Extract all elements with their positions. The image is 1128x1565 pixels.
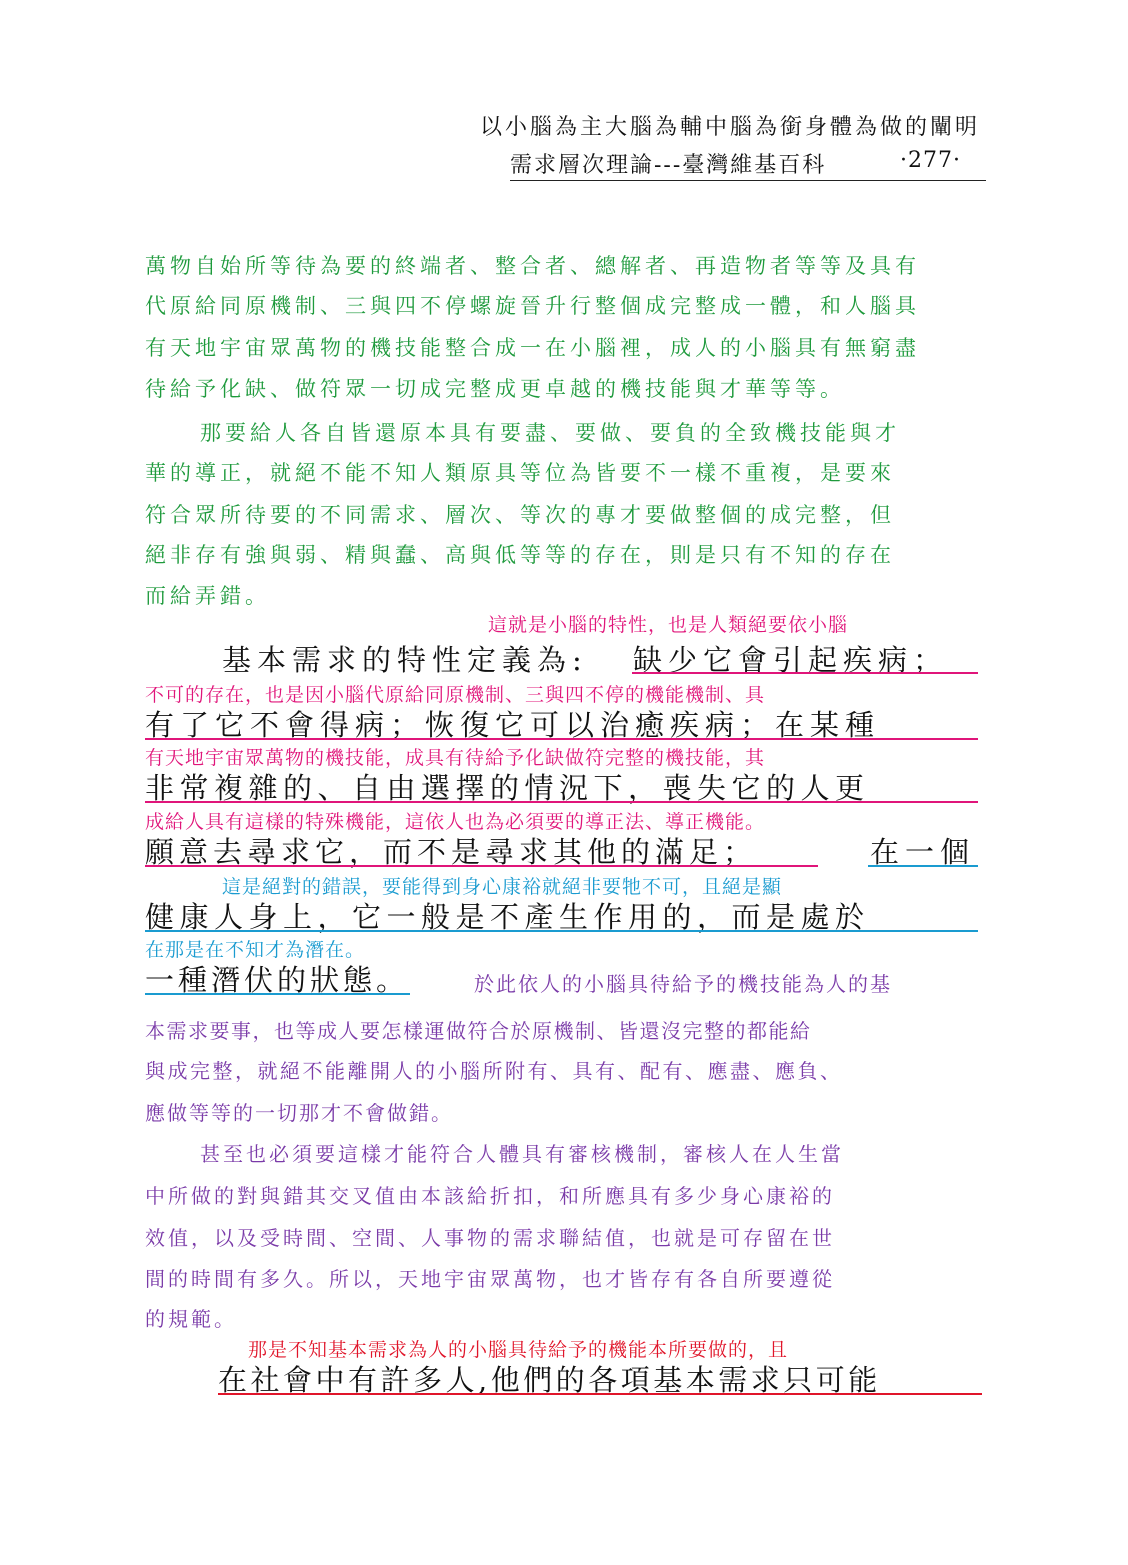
quote-line-1-end: 缺少它會引起疾病； [633,643,949,677]
p1-line-3: 有天地宇宙眾萬物的機技能整合成一在小腦裡，成人的小腦具有無窮盡 [145,336,920,360]
p3-line-3: 與成完整，就絕不能離開人的小腦所附有、具有、配有、應盡、應負、 [145,1059,843,1083]
header-rule [510,180,986,181]
p4-line-2: 中所做的對與錯其交叉值由本該給折扣，和所應具有多少身心康裕的 [145,1184,835,1208]
p4-line-4: 間的時間有多久。所以，天地宇宙眾萬物，也才皆存有各自所要遵從 [145,1267,835,1291]
blue-note-2: 在那是在不知才為潛在。 [145,939,366,961]
p1-line-1: 萬物自始所等待為要的終端者、整合者、總解者、再造物者等等及具有 [145,254,920,278]
page-number: ·277· [900,148,961,173]
blue-underline-1 [868,865,978,867]
blue-underline-3 [145,993,410,995]
quote-line-3: 非常複雜的、自由選擇的情況下，喪失它的人更 [145,771,870,805]
quote-line-6: 一種潛伏的狀態。 [145,963,410,997]
p2-line-3: 符合眾所待要的不同需求、層次、等次的專才要做整個的成完整，但 [145,503,895,527]
p2-line-2: 華的導正，就絕不能不知人類原具等位為皆要不一樣不重複，是要來 [145,461,895,485]
quote-line-2: 有了它不會得病；恢復它可以治癒疾病；在某種 [145,708,881,742]
pink-underline-3 [145,801,978,803]
quote-line-1-start: 基本需求的特性定義為: [222,643,588,677]
pink-underline-4 [145,865,818,867]
p4-line-5: 的規範。 [145,1307,237,1331]
pink-note-4: 成給人具有這樣的特殊機能，這依人也為必須要的導正法、導正機能。 [145,811,766,833]
pink-note-2: 不可的存在，也是因小腦代原給同原機制、三與四不停的機能機制、具 [145,684,766,706]
quote-line-4-start: 願意去尋求它，而不是尋求其他的滿足； [145,835,758,869]
red-underline [218,1393,982,1395]
p3-line-4: 應做等等的一切那才不會做錯。 [145,1101,453,1125]
pink-note-1: 這就是小腦的特性，也是人類絕要依小腦 [488,614,849,636]
p1-line-2: 代原給同原機制、三與四不停螺旋晉升行整個成完整成一體，和人腦具 [145,294,920,318]
p2-line-5: 而給弄錯。 [145,584,270,608]
blue-underline-2 [145,930,978,932]
pink-underline-1 [632,672,978,674]
p3-line-1: 於此依人的小腦具待給予的機技能為人的基 [474,972,892,996]
red-note: 那是不知基本需求為人的小腦具待給予的機能本所要做的，且 [248,1339,789,1361]
p4-line-3: 效值，以及受時間、空間、人事物的需求聯結值，也就是可存留在世 [145,1226,835,1250]
p2-line-1: 那要給人各自皆還原本具有要盡、要做、要負的全致機技能與才 [200,421,900,445]
pink-note-3: 有天地宇宙眾萬物的機技能，成具有待給予化缺做符完整的機技能，其 [145,747,766,769]
quote-line-4-end: 在一個 [870,835,976,869]
p3-line-2: 本需求要事，也等成人要怎樣運做符合於原機制、皆還沒完整的都能給 [145,1019,812,1043]
header-title: 以小腦為主大腦為輔中腦為銜身體為做的闡明 [479,115,980,140]
quote-line-5: 健康人身上，它一般是不產生作用的，而是處於 [145,900,870,934]
p4-line-1: 甚至也必須要這樣才能符合人體具有審核機制，審核人在人生當 [200,1142,844,1166]
p2-line-4: 絕非存有強與弱、精與蠢、高與低等等的存在，則是只有不知的存在 [145,543,895,567]
header-subtitle: 需求層次理論---臺灣維基百科 [510,153,827,178]
final-quote: 在社會中有許多人,他們的各項基本需求只可能 [218,1363,881,1397]
p1-line-4: 待給予化缺、做符眾一切成完整成更卓越的機技能與才華等等。 [145,377,845,401]
blue-note-1: 這是絕對的錯誤，要能得到身心康裕就絕非要牠不可，且絕是顯 [222,876,783,898]
pink-underline-2 [145,738,978,740]
